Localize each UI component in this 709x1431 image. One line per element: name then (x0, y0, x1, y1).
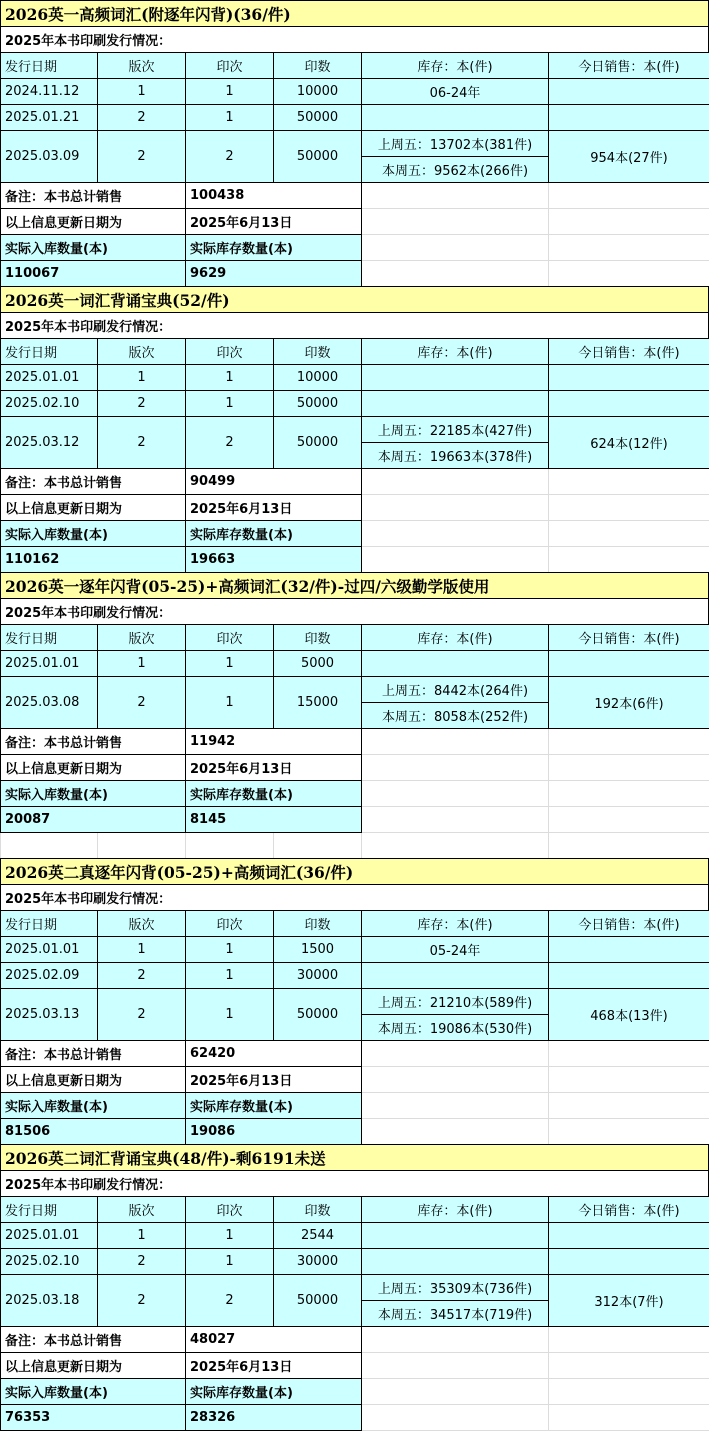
total-sales-value[interactable]: 48027 (185, 1326, 362, 1353)
book-title[interactable]: 2026英二真逐年闪背(05-25)+高频词汇(36/件) (0, 858, 709, 885)
header-date[interactable]: 发行日期 (0, 338, 98, 365)
cell-stock-this-friday[interactable]: 本周五：8058本(252件) (361, 702, 549, 729)
cell-quantity[interactable]: 50000 (273, 988, 362, 1041)
cell-quantity[interactable]: 30000 (273, 962, 362, 989)
cell-quantity[interactable]: 50000 (273, 130, 362, 183)
cell-edition[interactable]: 2 (97, 104, 186, 131)
header-edition[interactable]: 版次 (97, 1196, 186, 1223)
cell-sales-today[interactable]: 192本(6件) (548, 676, 709, 729)
cell-print-run[interactable]: 1 (185, 104, 274, 131)
cell-date[interactable]: 2024.11.12 (0, 78, 98, 105)
cell-quantity[interactable]: 10000 (273, 364, 362, 391)
cell-print-run[interactable]: 1 (185, 1222, 274, 1249)
received-qty-value[interactable]: 76353 (0, 1404, 186, 1431)
cell-stock-last-friday[interactable]: 上周五：8442本(264件) (361, 676, 549, 703)
received-qty-label[interactable]: 实际入库数量(本) (0, 780, 186, 807)
cell-print-run[interactable]: 1 (185, 988, 274, 1041)
total-sales-value[interactable]: 100438 (185, 182, 362, 209)
cell-edition[interactable]: 2 (97, 988, 186, 1041)
total-sales-label[interactable]: 备注：本书总计销售 (0, 728, 186, 755)
header-quantity[interactable]: 印数 (273, 624, 362, 651)
section-subtitle[interactable]: 2025年本书印刷发行情况： (0, 312, 709, 339)
header-quantity[interactable]: 印数 (273, 52, 362, 79)
updated-label[interactable]: 以上信息更新日期为 (0, 1352, 186, 1379)
cell-edition[interactable]: 2 (97, 130, 186, 183)
received-qty-value[interactable]: 110067 (0, 260, 186, 287)
updated-value[interactable]: 2025年6月13日 (185, 754, 362, 781)
header-quantity[interactable]: 印数 (273, 338, 362, 365)
total-sales-value[interactable]: 11942 (185, 728, 362, 755)
cell-quantity[interactable]: 50000 (273, 416, 362, 469)
cell-edition[interactable]: 1 (97, 78, 186, 105)
cell-print-run[interactable]: 2 (185, 1274, 274, 1327)
book-title[interactable]: 2026英一高频词汇(附逐年闪背)(36/件) (0, 0, 709, 27)
header-edition[interactable]: 版次 (97, 338, 186, 365)
stock-qty-value[interactable]: 19086 (185, 1118, 362, 1145)
header-print-run[interactable]: 印次 (185, 1196, 274, 1223)
book-title[interactable]: 2026英二词汇背诵宝典(48/件)-剩6191未送 (0, 1144, 709, 1171)
cell-edition[interactable]: 1 (97, 650, 186, 677)
cell-edition[interactable]: 2 (97, 962, 186, 989)
cell-quantity[interactable]: 10000 (273, 78, 362, 105)
cell-print-run[interactable]: 1 (185, 962, 274, 989)
cell-stock-last-friday[interactable]: 上周五：13702本(381件) (361, 130, 549, 157)
cell-edition[interactable]: 2 (97, 416, 186, 469)
total-sales-label[interactable]: 备注：本书总计销售 (0, 1326, 186, 1353)
cell-print-run[interactable]: 1 (185, 650, 274, 677)
stock-qty-value[interactable]: 9629 (185, 260, 362, 287)
cell-sales-today[interactable] (548, 78, 709, 105)
header-print-run[interactable]: 印次 (185, 624, 274, 651)
cell-date[interactable]: 2025.01.01 (0, 364, 98, 391)
cell-quantity[interactable]: 1500 (273, 936, 362, 963)
cell-date[interactable]: 2025.03.12 (0, 416, 98, 469)
cell-stock[interactable] (361, 1248, 549, 1275)
cell-stock[interactable] (361, 390, 549, 417)
header-date[interactable]: 发行日期 (0, 1196, 98, 1223)
cell-date[interactable]: 2025.01.01 (0, 936, 98, 963)
cell-edition[interactable]: 2 (97, 1248, 186, 1275)
header-print-run[interactable]: 印次 (185, 338, 274, 365)
cell-stock[interactable]: 06-24年 (361, 78, 549, 105)
cell-sales-today[interactable]: 624本(12件) (548, 416, 709, 469)
cell-print-run[interactable]: 2 (185, 416, 274, 469)
cell-quantity[interactable]: 50000 (273, 390, 362, 417)
cell-stock-last-friday[interactable]: 上周五：22185本(427件) (361, 416, 549, 443)
cell-sales-today[interactable] (548, 1248, 709, 1275)
cell-date[interactable]: 2025.02.10 (0, 1248, 98, 1275)
header-edition[interactable]: 版次 (97, 624, 186, 651)
cell-sales-today[interactable] (548, 104, 709, 131)
stock-qty-value[interactable]: 28326 (185, 1404, 362, 1431)
header-stock[interactable]: 库存：本(件) (361, 338, 549, 365)
updated-value[interactable]: 2025年6月13日 (185, 1066, 362, 1093)
header-date[interactable]: 发行日期 (0, 624, 98, 651)
stock-qty-label[interactable]: 实际库存数量(本) (185, 780, 362, 807)
updated-value[interactable]: 2025年6月13日 (185, 208, 362, 235)
cell-sales-today[interactable]: 312本(7件) (548, 1274, 709, 1327)
cell-date[interactable]: 2025.01.21 (0, 104, 98, 131)
cell-stock-this-friday[interactable]: 本周五：19086本(530件) (361, 1014, 549, 1041)
updated-label[interactable]: 以上信息更新日期为 (0, 494, 186, 521)
stock-qty-label[interactable]: 实际库存数量(本) (185, 1378, 362, 1405)
header-quantity[interactable]: 印数 (273, 910, 362, 937)
received-qty-value[interactable]: 81506 (0, 1118, 186, 1145)
header-sales-today[interactable]: 今日销售：本(件) (548, 910, 709, 937)
cell-date[interactable]: 2025.03.13 (0, 988, 98, 1041)
cell-stock[interactable] (361, 364, 549, 391)
header-print-run[interactable]: 印次 (185, 910, 274, 937)
header-edition[interactable]: 版次 (97, 910, 186, 937)
cell-edition[interactable]: 2 (97, 1274, 186, 1327)
cell-stock-last-friday[interactable]: 上周五：35309本(736件) (361, 1274, 549, 1301)
cell-sales-today[interactable]: 954本(27件) (548, 130, 709, 183)
cell-print-run[interactable]: 1 (185, 676, 274, 729)
cell-date[interactable]: 2025.01.01 (0, 650, 98, 677)
cell-stock[interactable] (361, 650, 549, 677)
received-qty-value[interactable]: 110162 (0, 546, 186, 573)
total-sales-value[interactable]: 90499 (185, 468, 362, 495)
received-qty-value[interactable]: 20087 (0, 806, 186, 833)
section-subtitle[interactable]: 2025年本书印刷发行情况： (0, 26, 709, 53)
cell-stock-this-friday[interactable]: 本周五：34517本(719件) (361, 1300, 549, 1327)
updated-label[interactable]: 以上信息更新日期为 (0, 208, 186, 235)
cell-stock-this-friday[interactable]: 本周五：19663本(378件) (361, 442, 549, 469)
cell-edition[interactable]: 2 (97, 390, 186, 417)
received-qty-label[interactable]: 实际入库数量(本) (0, 1092, 186, 1119)
received-qty-label[interactable]: 实际入库数量(本) (0, 1378, 186, 1405)
cell-print-run[interactable]: 1 (185, 78, 274, 105)
section-subtitle[interactable]: 2025年本书印刷发行情况： (0, 598, 709, 625)
cell-date[interactable]: 2025.03.08 (0, 676, 98, 729)
cell-print-run[interactable]: 1 (185, 1248, 274, 1275)
stock-qty-value[interactable]: 19663 (185, 546, 362, 573)
cell-edition[interactable]: 2 (97, 676, 186, 729)
header-stock[interactable]: 库存：本(件) (361, 624, 549, 651)
updated-value[interactable]: 2025年6月13日 (185, 494, 362, 521)
cell-date[interactable]: 2025.03.09 (0, 130, 98, 183)
header-date[interactable]: 发行日期 (0, 52, 98, 79)
header-sales-today[interactable]: 今日销售：本(件) (548, 624, 709, 651)
cell-stock-last-friday[interactable]: 上周五：21210本(589件) (361, 988, 549, 1015)
total-sales-value[interactable]: 62420 (185, 1040, 362, 1067)
header-stock[interactable]: 库存：本(件) (361, 1196, 549, 1223)
cell-sales-today[interactable] (548, 390, 709, 417)
stock-qty-label[interactable]: 实际库存数量(本) (185, 1092, 362, 1119)
header-sales-today[interactable]: 今日销售：本(件) (548, 338, 709, 365)
cell-edition[interactable]: 1 (97, 364, 186, 391)
cell-quantity[interactable]: 2544 (273, 1222, 362, 1249)
cell-quantity[interactable]: 50000 (273, 1274, 362, 1327)
header-date[interactable]: 发行日期 (0, 910, 98, 937)
cell-date[interactable]: 2025.01.01 (0, 1222, 98, 1249)
cell-stock[interactable] (361, 1222, 549, 1249)
cell-stock[interactable] (361, 962, 549, 989)
received-qty-label[interactable]: 实际入库数量(本) (0, 520, 186, 547)
updated-label[interactable]: 以上信息更新日期为 (0, 754, 186, 781)
header-stock[interactable]: 库存：本(件) (361, 52, 549, 79)
header-sales-today[interactable]: 今日销售：本(件) (548, 1196, 709, 1223)
cell-print-run[interactable]: 2 (185, 130, 274, 183)
cell-date[interactable]: 2025.02.09 (0, 962, 98, 989)
cell-date[interactable]: 2025.02.10 (0, 390, 98, 417)
cell-quantity[interactable]: 15000 (273, 676, 362, 729)
cell-sales-today[interactable] (548, 650, 709, 677)
header-sales-today[interactable]: 今日销售：本(件) (548, 52, 709, 79)
cell-stock-this-friday[interactable]: 本周五：9562本(266件) (361, 156, 549, 183)
cell-quantity[interactable]: 50000 (273, 104, 362, 131)
updated-value[interactable]: 2025年6月13日 (185, 1352, 362, 1379)
cell-quantity[interactable]: 5000 (273, 650, 362, 677)
cell-edition[interactable]: 1 (97, 1222, 186, 1249)
cell-print-run[interactable]: 1 (185, 936, 274, 963)
header-print-run[interactable]: 印次 (185, 52, 274, 79)
cell-print-run[interactable]: 1 (185, 390, 274, 417)
stock-qty-label[interactable]: 实际库存数量(本) (185, 520, 362, 547)
book-title[interactable]: 2026英一逐年闪背(05-25)+高频词汇(32/件)-过四/六级勤学版使用 (0, 572, 709, 599)
received-qty-label[interactable]: 实际入库数量(本) (0, 234, 186, 261)
cell-date[interactable]: 2025.03.18 (0, 1274, 98, 1327)
header-stock[interactable]: 库存：本(件) (361, 910, 549, 937)
section-subtitle[interactable]: 2025年本书印刷发行情况： (0, 884, 709, 911)
total-sales-label[interactable]: 备注：本书总计销售 (0, 468, 186, 495)
cell-sales-today[interactable] (548, 936, 709, 963)
cell-sales-today[interactable] (548, 364, 709, 391)
cell-stock[interactable] (361, 104, 549, 131)
total-sales-label[interactable]: 备注：本书总计销售 (0, 1040, 186, 1067)
cell-print-run[interactable]: 1 (185, 364, 274, 391)
cell-sales-today[interactable] (548, 962, 709, 989)
cell-sales-today[interactable] (548, 1222, 709, 1249)
book-title[interactable]: 2026英一词汇背诵宝典(52/件) (0, 286, 709, 313)
stock-qty-value[interactable]: 8145 (185, 806, 362, 833)
header-edition[interactable]: 版次 (97, 52, 186, 79)
stock-qty-label[interactable]: 实际库存数量(本) (185, 234, 362, 261)
header-quantity[interactable]: 印数 (273, 1196, 362, 1223)
section-subtitle[interactable]: 2025年本书印刷发行情况： (0, 1170, 709, 1197)
cell-edition[interactable]: 1 (97, 936, 186, 963)
updated-label[interactable]: 以上信息更新日期为 (0, 1066, 186, 1093)
cell-sales-today[interactable]: 468本(13件) (548, 988, 709, 1041)
total-sales-label[interactable]: 备注：本书总计销售 (0, 182, 186, 209)
cell-quantity[interactable]: 30000 (273, 1248, 362, 1275)
cell-stock[interactable]: 05-24年 (361, 936, 549, 963)
